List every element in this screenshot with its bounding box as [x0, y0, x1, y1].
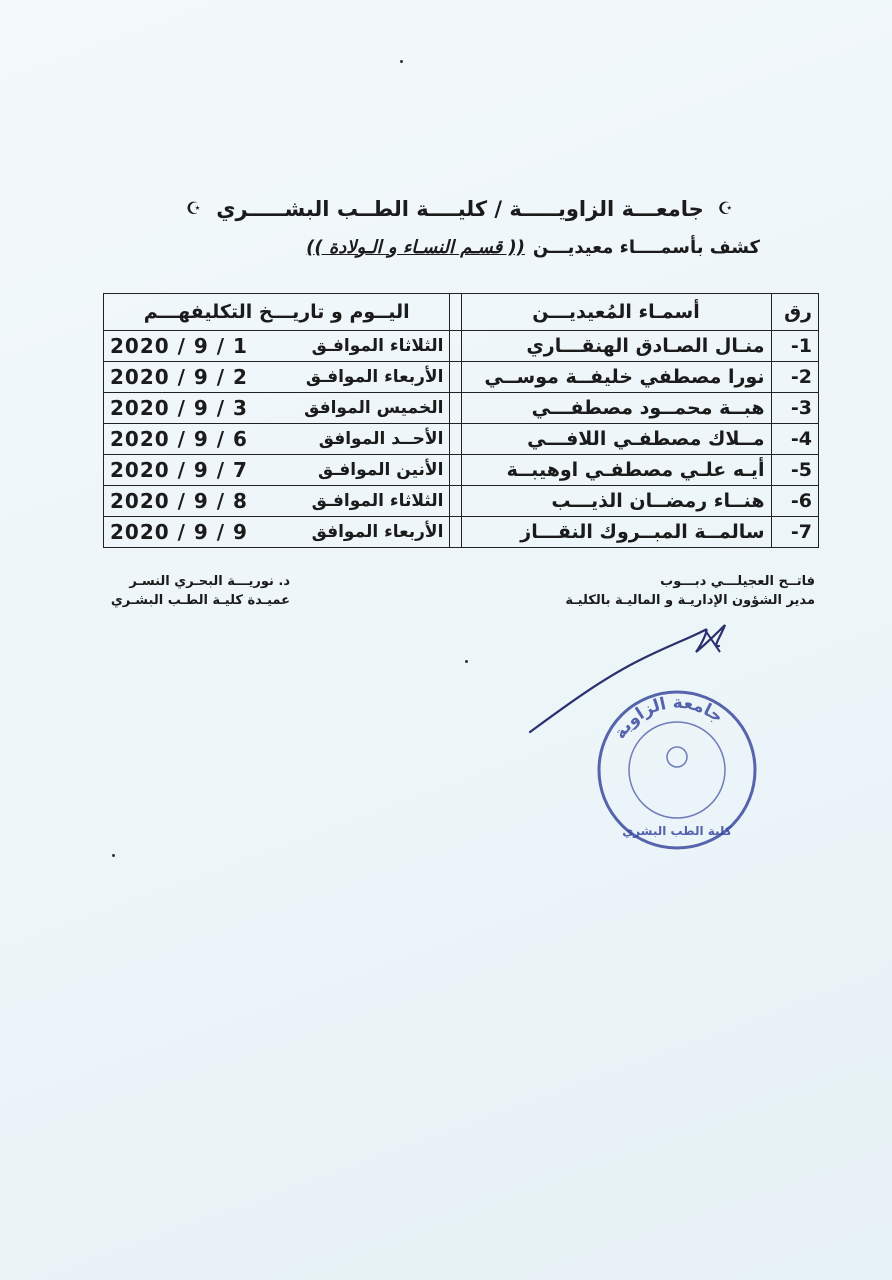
crescent-star-icon: ☪ — [186, 198, 203, 219]
table-row — [104, 393, 819, 424]
assistant-name: هبــة محمــود مصطفـــي — [461, 393, 771, 424]
university-header — [130, 192, 790, 226]
director-title: مدير الشؤون الإداريـة و الماليـة بالكليـة — [565, 593, 815, 608]
list-title-line — [160, 232, 760, 262]
assignment-date: 2020 / 9 / 7 — [110, 458, 248, 482]
assignment-date-cell — [104, 393, 450, 424]
assignment-date: 2020 / 9 / 2 — [110, 365, 248, 389]
column-separator — [450, 294, 461, 331]
assignment-date: 2020 / 9 / 6 — [110, 427, 248, 451]
header-names: أسمـاء المُعيديـــن — [461, 294, 771, 331]
assignment-date: 2020 / 9 / 1 — [110, 334, 248, 358]
director-name: فاتــح العجيلـــي دبـــوب — [660, 574, 815, 589]
assistant-name: هنــاء رمضــان الذيـــب — [461, 486, 771, 517]
column-separator — [450, 424, 461, 455]
assistant-name: نورا مصطفي خليفــة موســي — [461, 362, 771, 393]
speck — [112, 854, 115, 857]
assignment-date: 2020 / 9 / 9 — [110, 520, 248, 544]
row-number: 4- — [771, 424, 818, 455]
table-row — [104, 455, 819, 486]
assistant-name: أيـه علـي مصطفـي اوهيبــة — [461, 455, 771, 486]
column-separator — [450, 362, 461, 393]
assignment-date-cell — [104, 424, 450, 455]
assistant-name: سالمــة المبــروك النقـــاز — [461, 517, 771, 548]
assignment-day: الأربعاء الموافـق — [305, 367, 444, 387]
row-number: 7- — [771, 517, 818, 548]
assistant-name: مــلاك مصطفـي اللافـــي — [461, 424, 771, 455]
table-row — [104, 362, 819, 393]
assignment-day: الأنين الموافـق — [318, 460, 444, 480]
assignment-day: الأربعاء الموافق — [311, 522, 444, 542]
row-number: 6- — [771, 486, 818, 517]
assignment-day: الخميس الموافق — [304, 398, 444, 418]
column-separator — [450, 517, 461, 548]
stamp-outer-text: جامعة الزاوية — [609, 692, 727, 743]
header-number: رق — [771, 294, 818, 331]
table-row — [104, 424, 819, 455]
assignment-day: الأحــد الموافق — [318, 429, 444, 449]
column-separator — [450, 486, 461, 517]
assignment-date-cell — [104, 331, 450, 362]
stamp-inner-text: كلية الطب البشري — [622, 824, 732, 838]
column-separator — [450, 455, 461, 486]
list-title: كشف بأسمــــاء معيديـــن — [532, 236, 760, 258]
assignment-date-cell — [104, 362, 450, 393]
table-header-row — [104, 294, 819, 331]
dean-name: د. نوريـــة البحـري النسـر — [129, 574, 290, 589]
table-row — [104, 331, 819, 362]
dean-title: عميـدة كليـة الطـب البشـري — [110, 593, 290, 608]
assignment-date: 2020 / 9 / 8 — [110, 489, 248, 513]
dean-signature-block — [100, 572, 290, 610]
assignment-day: الثلاثاء الموافـق — [311, 491, 444, 511]
crescent-star-icon: ☪ — [717, 198, 734, 219]
row-number: 1- — [771, 331, 818, 362]
assignment-day: الثلاثاء الموافـق — [311, 336, 444, 356]
college-stamp — [592, 685, 762, 855]
row-number: 5- — [771, 455, 818, 486]
assignment-date-cell — [104, 486, 450, 517]
assignment-date: 2020 / 9 / 3 — [110, 396, 248, 420]
table-row — [104, 486, 819, 517]
department-name: (( قسـم النسـاء و الـولادة )) — [306, 236, 525, 258]
speck — [465, 660, 468, 663]
assistants-table — [103, 293, 819, 548]
assignment-date-cell — [104, 517, 450, 548]
row-number: 3- — [771, 393, 818, 424]
assignment-date-cell — [104, 455, 450, 486]
row-number: 2- — [771, 362, 818, 393]
speck — [400, 60, 403, 63]
assistant-name: منـال الصـادق الهنقـــاري — [461, 331, 771, 362]
table-row — [104, 517, 819, 548]
header-date: اليــوم و تاريـــخ التكليفهـــم — [104, 294, 450, 331]
column-separator — [450, 393, 461, 424]
university-college-line: جامعـــة الزاويـــــة / كليــــة الطــب البشـــــري — [216, 197, 704, 221]
column-separator — [450, 331, 461, 362]
